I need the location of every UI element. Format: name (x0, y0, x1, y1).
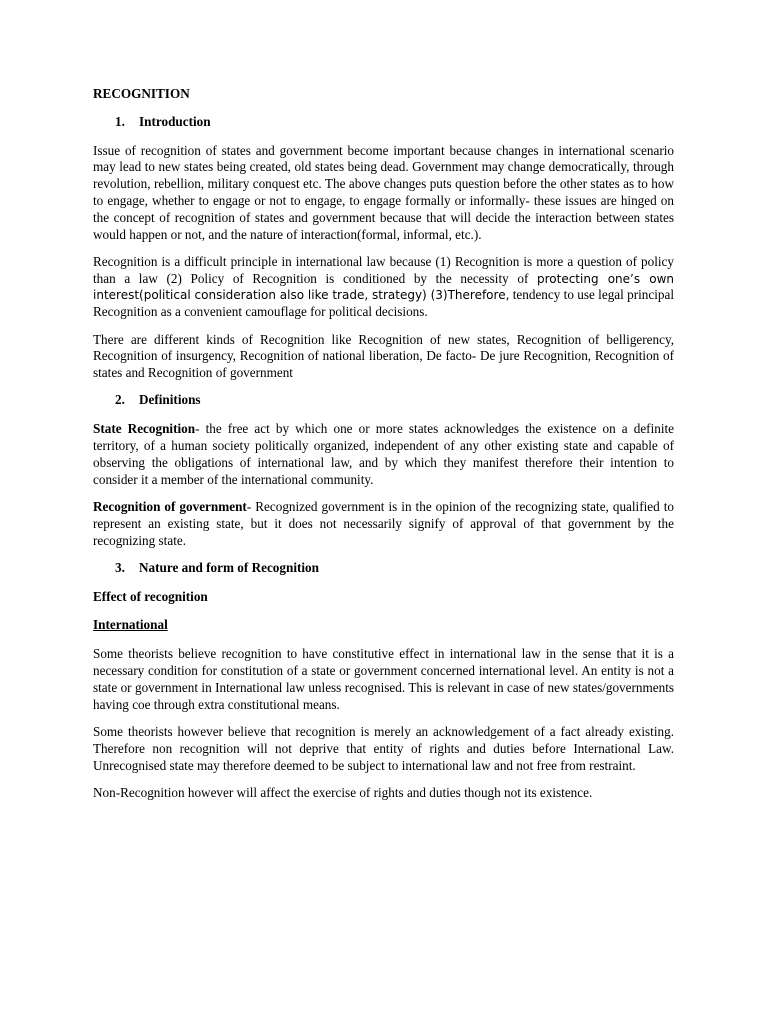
section-number: 1. (115, 113, 125, 129)
section-heading-nature (93, 560, 674, 577)
intro-paragraph-2-part-2: protecting one’s own interest(political consideration also like trade, strategy) (3)Therefore, (93, 271, 675, 303)
document-page (93, 86, 674, 812)
nature-paragraph-3: Non-Recognition however will affect the exercise of rights and duties though not its existence. (93, 784, 593, 800)
document-title: RECOGNITION (93, 86, 190, 101)
nature-paragraph-2: Some theorists however believe that recognition is merely an acknowledgement of a fact already existing. Therefore non recognition will not deprive that entity of rights and duties before International Law. Unrecognised state may therefore deemed to be subject to international law and not free from restraint. (93, 723, 674, 773)
definition-government-recognition (93, 499, 674, 549)
international-heading-wrapper (93, 617, 674, 634)
definition-term: State Recognition (93, 421, 196, 437)
section-title: Nature and form of Recognition (139, 559, 319, 575)
nature-paragraph-1: Some theorists believe recognition to have constitutive effect in international law in the sense that it is a necessary condition for constitution of a state or government concerned international level. An entity is not a state or government in International law unless recognised. This is relevant in case of new states/governments having coe through extra constitutional means. (93, 646, 674, 712)
section-heading-introduction (93, 114, 674, 131)
section-heading-definitions (93, 392, 674, 409)
section-title: Introduction (139, 113, 211, 129)
section-title: Definitions (139, 392, 201, 408)
definition-term: Recognition of government (93, 498, 247, 514)
intro-paragraph-2-part-1: Recognition is a difficult principle in international law because (1) Recognition is more a question of policy than a law (2) Policy of Recognition is conditioned by the necessity of (93, 253, 674, 286)
section-number: 2. (115, 392, 125, 408)
definition-state-recognition (93, 421, 674, 488)
definition-text: - Recognized government is in the opinion of the recognizing state, qualified to represent an existing state, but it does not necessarily signify of approval of that government by the recognizing state. (93, 498, 674, 548)
intro-paragraph-1: Issue of recognition of states and government become important because changes in international scenario may lead to new states being created, old states being dead. Government may change democratically, through revolution, rebellion, military conquest etc. The above changes puts question before the other states as to how to engage, whether to engage or not to engage, to engage formally or informally- these issues are hinged on the concept of recognition of states and government because that will decide the interaction between states would happen or not, and the nature of interaction(formal, informal, etc.). (93, 142, 674, 242)
intro-paragraph-2-part-3: tendency to use legal principal Recognition as a convenient camouflage for political decisions. (93, 287, 675, 320)
effect-of-recognition-heading: Effect of recognition (93, 588, 208, 604)
intro-paragraph-3: There are different kinds of Recognition like Recognition of new states, Recognition of belligerency, Recognition of insurgency, Recognition of national liberation, De facto- De jure Recognition, Recognition of states and Recognition of government (93, 331, 674, 381)
section-number: 3. (115, 559, 125, 575)
international-heading: International (93, 617, 168, 633)
definition-text: - the free act by which one or more states acknowledges the existence on a definite territory, of a human society politically organized, independent of any other existing state and capable of observing the obligations of international law, and by which they manifest therefore their intention to consider it a member of the international community. (93, 421, 675, 487)
intro-paragraph-2 (93, 254, 674, 321)
